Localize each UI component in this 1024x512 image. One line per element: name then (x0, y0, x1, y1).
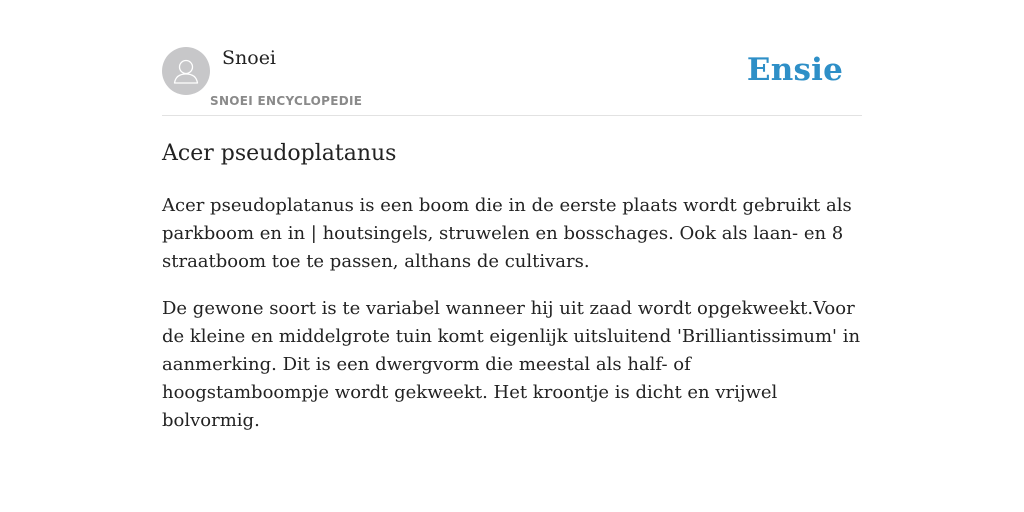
page-container (162, 0, 862, 431)
brand-logo[interactable]: Ensie (746, 52, 843, 88)
article-header (162, 0, 862, 116)
article-paragraph: De gewone soort is te variabel wanneer hij uit zaad wordt opgekweekt.Voor de kleine en middelgrote tuin komt eigenlijk uitsluitend 'Brilliantissimum' in aanmerking. Dit is een dwergvorm die meestal als half- of hoogstamboompje wordt gekweekt. Het kroontje is dicht en vrijwel bolvormig. (162, 298, 861, 431)
author-avatar[interactable] (162, 47, 210, 95)
article-title: Acer pseudoplatanus (162, 141, 397, 166)
article-paragraph: Acer pseudoplatanus is een boom die in de eerste plaats wordt gebruikt als parkboom en in | houtsingels, struwelen en bosschages. Ook als laan- en 8 straatboom toe te passen, althans de cultivars. (162, 195, 852, 272)
article-body (162, 192, 862, 454)
user-silhouette-icon (162, 47, 210, 95)
source-label[interactable]: SNOEI ENCYCLOPEDIE (210, 94, 363, 108)
author-name[interactable]: Snoei (222, 47, 277, 69)
